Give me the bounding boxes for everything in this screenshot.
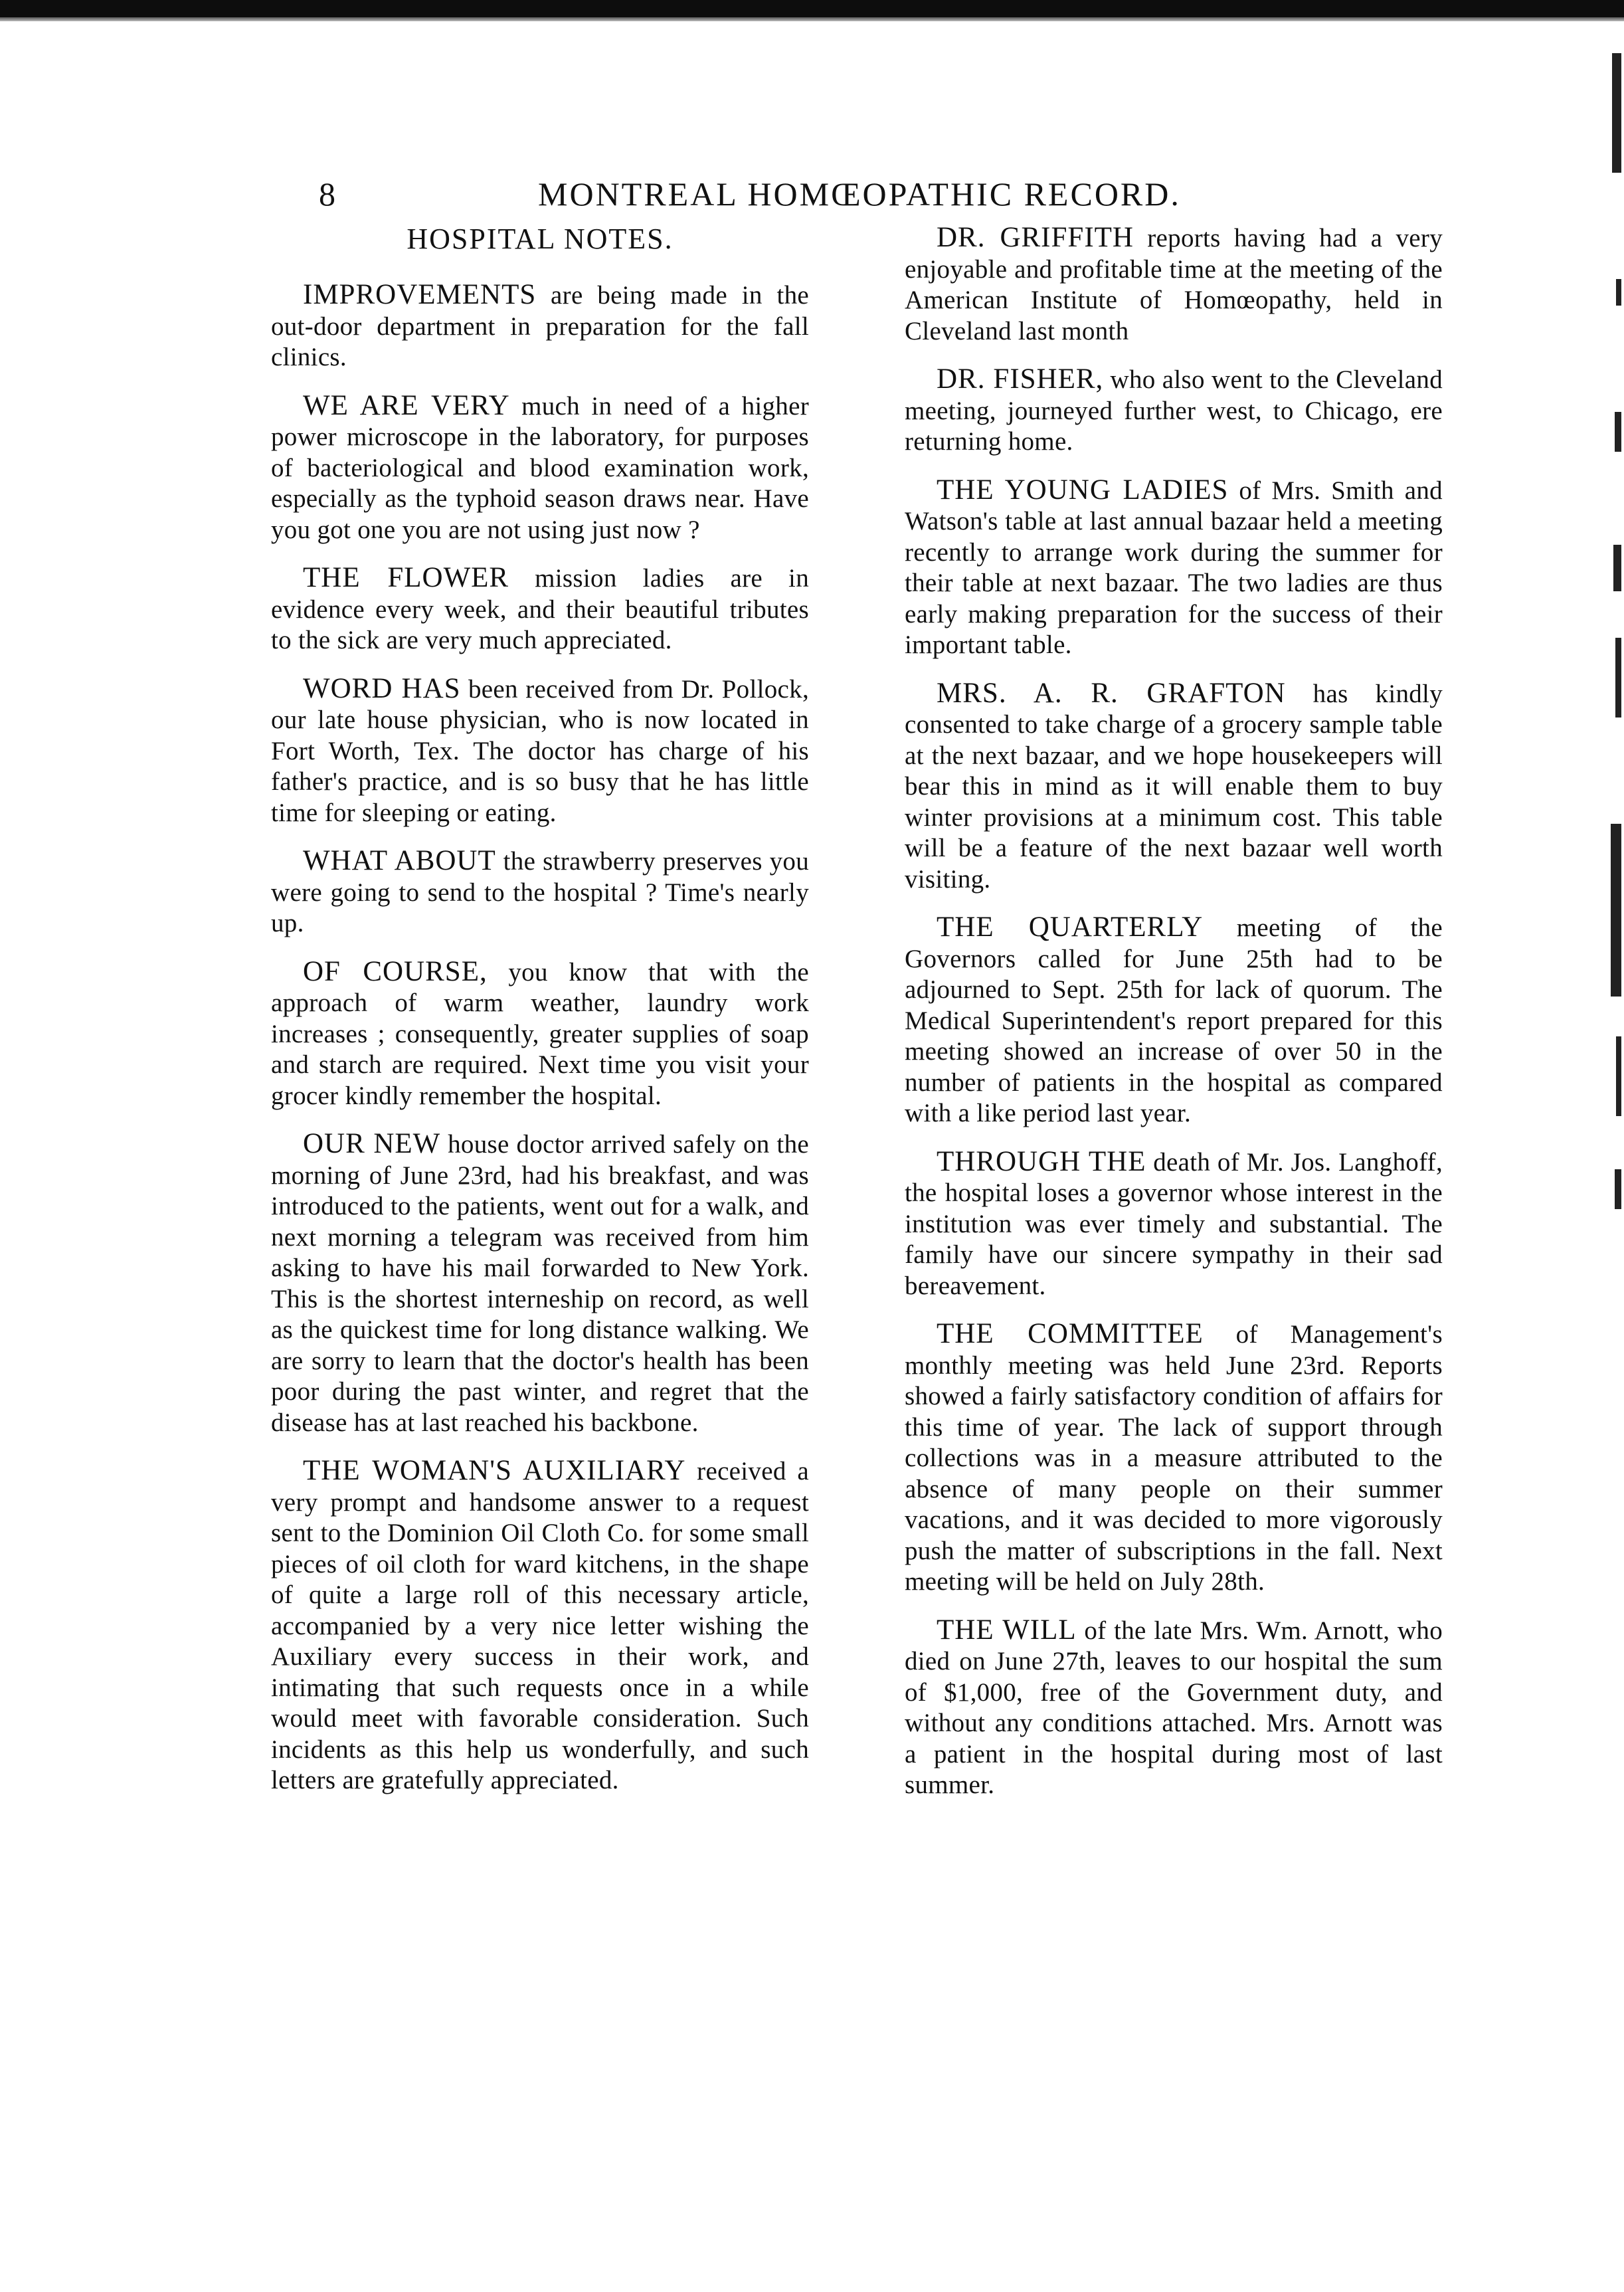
note-lead: OUR NEW: [303, 1128, 441, 1159]
note-text: who also went to the Cleveland meeting, journeyed further west, to Chicago, ere returning home.: [905, 365, 1443, 456]
note-lead: WE ARE VERY: [303, 389, 510, 421]
section-heading: HOSPITAL NOTES.: [406, 223, 674, 255]
top-border-shadow: [0, 17, 1624, 21]
note-text: of Management's monthly meeting was held June 23rd. Reports showed a fairly satisfactory condition of affairs for this time of year. The lack of support through collections was in a measure attributed to the absence of many people on their summer vacations, and it was decided to more vigorously push the matter of subscriptions in the fall. Next meeting will be held on July 28th.: [905, 1320, 1443, 1596]
note-text: house doctor arrived safely on the morning of June 23rd, had his breakfast, and was introduced to the patients, went out for a walk, and next morning a telegram was received from him asking to have his mail forwarded to New York. This is the shortest interneship on record, as well as the quickest time for long distance walking. We are sorry to learn that the doctor's health has been poor during the past winter, and regret that the disease has at last reached his backbone.: [271, 1130, 809, 1437]
note-lead: WHAT ABOUT: [303, 845, 496, 876]
note-paragraph: [905, 678, 1443, 896]
note-paragraph: [905, 475, 1443, 661]
note-lead: MRS. A. R. GRAFTON: [937, 677, 1286, 709]
note-paragraph: [271, 280, 809, 373]
note-text: reports having had a very enjoyable and profitable time at the meeting of the American Institute of Homœopathy, held in Cleveland last month: [905, 224, 1443, 345]
note-lead: OF COURSE,: [303, 955, 488, 987]
note-paragraph: [905, 1147, 1443, 1302]
page-number: 8: [319, 175, 335, 213]
note-paragraph: [905, 223, 1443, 347]
right-edge-scan-marks: [1600, 40, 1624, 1369]
note-text: received a very prompt and handsome answer to a request sent to the Dominion Oil Cloth Co. for some small pieces of oil cloth for ward kitchens, in the shape of quite a large roll of this necessary article, accompanied by a very nice letter wishing the Auxiliary every success in their work, and intimating that such requests once in a while would meet with favorable consideration. Such incidents as this help us wonderfully, and such letters are gratefully appreciated.: [271, 1457, 809, 1794]
note-paragraph: [271, 846, 809, 939]
left-column: [271, 223, 809, 1814]
right-column: [905, 223, 1443, 1818]
note-lead: THE WOMAN'S AUXILIARY: [303, 1455, 686, 1486]
page-header: [319, 174, 1528, 214]
running-title: MONTREAL HOMŒOPATHIC RECORD.: [538, 175, 1181, 213]
note-text: you know that with the approach of warm weather, laundry work increases ; consequently, greater supplies of soap and starch are required. Next time you visit your grocer kindly remember the hospital.: [271, 957, 809, 1110]
note-text: much in need of a higher power microscope in the laboratory, for purposes of bacteriological and blood examination work, especially as the typhoid season draws near. Have you got one you are not using just now ?: [271, 391, 809, 544]
note-text: mission ladies are in evidence every week, and their beautiful tributes to the sick are very much appreciated.: [271, 564, 809, 654]
note-paragraph: [271, 1129, 809, 1438]
note-text: are being made in the out-door department in preparation for the fall clinics.: [271, 281, 809, 371]
note-text: meeting of the Governors called for June 25th had to be adjourned to Sept. 25th for lack of quorum. The Medical Superintendent's report prepared for this meeting showed an increase of over 50 in the number of patients in the hospital as compared with a like period last year.: [905, 913, 1443, 1127]
note-lead: THE FLOWER: [303, 562, 509, 593]
note-lead: DR. GRIFFITH: [937, 222, 1134, 253]
note-paragraph: [905, 912, 1443, 1129]
note-lead: DR. FISHER,: [937, 363, 1104, 395]
note-lead: THROUGH THE: [937, 1145, 1146, 1177]
note-text: death of Mr. Jos. Langhoff, the hospital loses a governor whose interest in the institution was ever timely and substantial. The family have our sincere sympathy in their sad bereavement.: [905, 1147, 1443, 1300]
note-paragraph: [271, 391, 809, 546]
note-paragraph: [905, 364, 1443, 458]
note-lead: IMPROVEMENTS: [303, 279, 537, 310]
note-text: of the late Mrs. Wm. Arnott, who died on June 27th, leaves to our hospital the sum of $1,000, free of the Government duty, and without any conditions attached. Mrs. Arnott was a patient in the hospital during most of last summer.: [905, 1616, 1443, 1799]
note-lead: THE WILL: [937, 1614, 1077, 1646]
note-paragraph: [905, 1319, 1443, 1598]
top-border-rule: [0, 0, 1624, 17]
note-paragraph: [905, 1615, 1443, 1801]
note-lead: WORD HAS: [303, 672, 461, 704]
note-text: the strawberry preserves you were going to send to the hospital ? Time's nearly up.: [271, 847, 809, 937]
note-paragraph: [271, 957, 809, 1112]
note-paragraph: [271, 563, 809, 656]
note-lead: THE COMMITTEE: [937, 1318, 1204, 1349]
note-lead: THE QUARTERLY: [937, 911, 1204, 943]
note-text: of Mrs. Smith and Watson's table at last annual bazaar held a meeting recently to arrange work during the summer for their table at next bazaar. The two ladies are thus early making preparation for the success of their important table.: [905, 476, 1443, 659]
note-paragraph: [271, 1456, 809, 1796]
note-lead: THE YOUNG LADIES: [937, 474, 1229, 506]
note-text: been received from Dr. Pollock, our late house physician, who is now located in Fort Worth, Tex. The doctor has charge of his father's practice, and is so busy that he has little time for sleeping or eating.: [271, 674, 810, 827]
note-paragraph: [271, 674, 809, 829]
note-text: has kindly consented to take charge of a grocery sample table at the next bazaar, and we hope housekeepers will bear this in mind as it will enable them to buy winter provisions at a minimum cost. This table will be a feature of the next bazaar well worth visiting.: [905, 679, 1443, 894]
